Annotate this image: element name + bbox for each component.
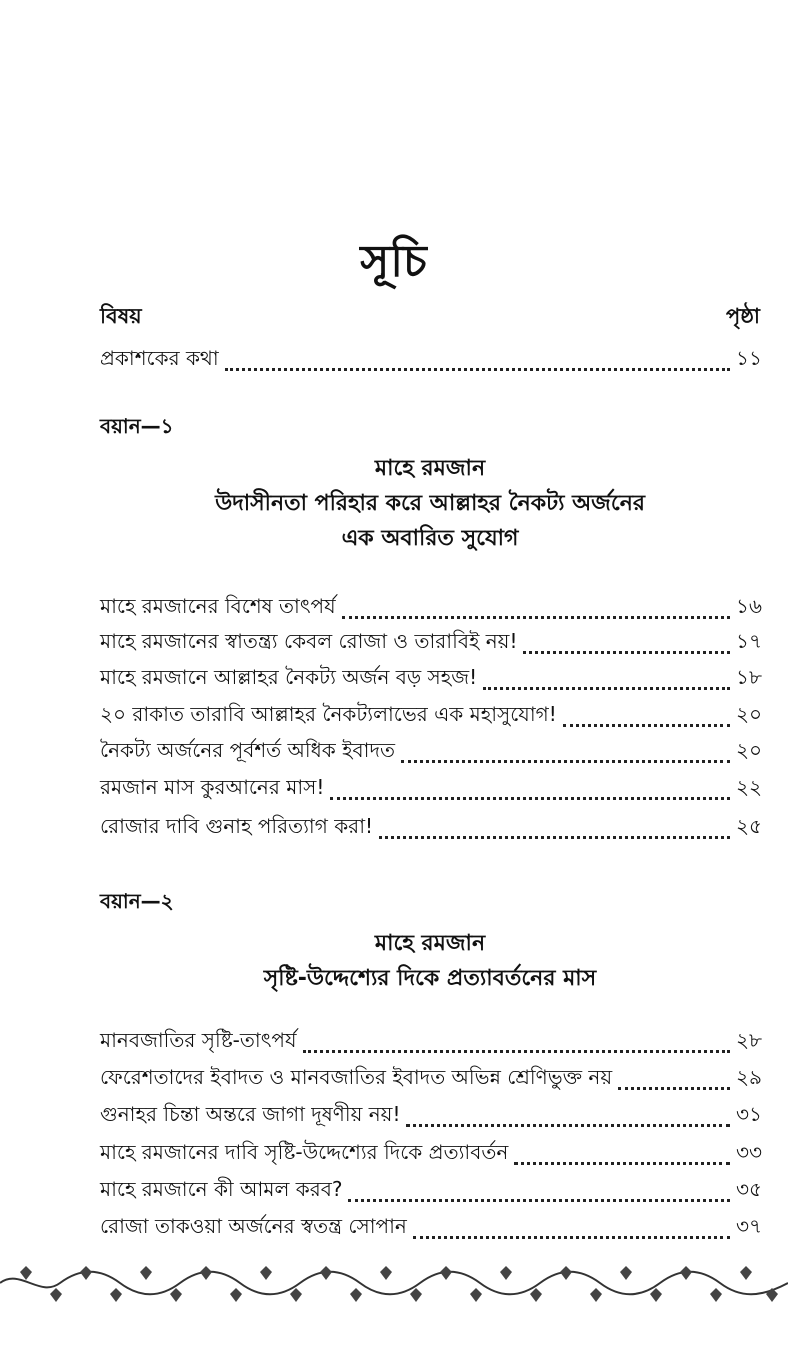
toc-entry-page: ২৮ (736, 1028, 762, 1052)
toc-entry-page: ২০ (735, 702, 762, 726)
toc-entry[interactable] (100, 1138, 762, 1171)
toc-entry-text: মাহে রমজানের দাবি সৃষ্টি-উদ্দেশ্যের দিকে প্রত্যাবর্তন (100, 1140, 509, 1164)
section-heading-1-line-2: উদাসীনতা পরিহার করে আল্লাহর নৈকট্য অর্জনের (215, 491, 645, 516)
toc-entry[interactable] (100, 627, 762, 660)
toc-entry-page: ৩৫ (736, 1177, 762, 1201)
toc-entry[interactable] (100, 736, 762, 769)
dot-leader (483, 687, 730, 690)
toc-entry-text: মানবজাতির সৃষ্টি-তাৎপর্য (100, 1028, 297, 1052)
toc-entry-text: নৈকট্য অর্জনের পূর্বশর্ত অধিক ইবাদত (100, 738, 395, 762)
toc-entry-text: রমজান মাস কুরআনের মাস! (100, 775, 325, 799)
toc-entry-page: ১৬ (736, 594, 762, 618)
toc-entry-text: গুনাহর চিন্তা অন্তরে জাগা দূষণীয় নয়! (100, 1102, 401, 1126)
toc-entry[interactable] (100, 1063, 762, 1096)
dot-leader (348, 1199, 730, 1202)
toc-entry-page: ৩১ (736, 1102, 762, 1126)
toc-entry-page: ১১ (736, 346, 762, 370)
toc-entry[interactable] (100, 773, 762, 806)
toc-entry-page: ২২ (735, 775, 762, 799)
dot-leader (618, 1087, 730, 1090)
toc-entry[interactable] (100, 812, 762, 845)
toc-entry-text: রোজার দাবি গুনাহ পরিত্যাগ করা! (100, 814, 374, 838)
dot-leader (514, 1162, 730, 1165)
dot-leader (225, 368, 730, 371)
dot-leader (401, 760, 730, 763)
dot-leader (523, 651, 730, 654)
column-header-page: পৃষ্ঠা (725, 304, 760, 328)
section-heading-2-line-2: সৃষ্টি-উদ্দেশ্যের দিকে প্রত্যাবর্তনের মাস (263, 966, 597, 991)
toc-entry[interactable] (100, 1212, 762, 1245)
dot-leader (342, 616, 730, 619)
toc-entry-text: ফেরেশতাদের ইবাদত ও মানবজাতির ইবাদত অভিন্ন শ্রেণিভুক্ত নয় (100, 1065, 613, 1089)
toc-entry-page: ৩৩ (735, 1140, 762, 1164)
section-heading-1-line-1: মাহে রমজান (374, 456, 486, 481)
toc-entry[interactable] (100, 592, 762, 625)
toc-entry-text: মাহে রমজানে আল্লাহর নৈকট্য অর্জন বড় সহজ! (100, 665, 478, 689)
section-label-2: বয়ান—২ (100, 889, 174, 913)
toc-entry[interactable] (100, 1026, 762, 1059)
toc-entry[interactable] (100, 663, 762, 696)
section-heading-1-line-3: এক অবারিত সুযোগ (341, 526, 519, 551)
toc-entry-text: প্রকাশকের কথা (100, 346, 219, 370)
dot-leader (330, 797, 730, 800)
decorative-border-icon (0, 1262, 788, 1304)
toc-entry-text: মাহে রমজানের স্বাতন্ত্র্য কেবল রোজা ও তারাবিই নয়! (100, 629, 518, 653)
dot-leader (379, 836, 730, 839)
section-label-1: বয়ান—১ (100, 414, 174, 438)
toc-entry-text: মাহে রমজানে কী আমল করব? (100, 1177, 343, 1201)
toc-entry[interactable] (100, 1100, 762, 1133)
column-header-subject: বিষয় (100, 304, 142, 328)
dot-leader (413, 1236, 730, 1239)
dot-leader (406, 1124, 730, 1127)
section-heading-2-line-1: মাহে রমজান (374, 931, 486, 956)
toc-entry-page: ২৯ (736, 1065, 762, 1089)
toc-entry-page: ২৫ (736, 814, 762, 838)
toc-entry[interactable] (100, 1175, 762, 1208)
dot-leader (303, 1050, 731, 1053)
toc-entry-text: ২০ রাকাত তারাবি আল্লাহর নৈকট্যলাভের এক মহাসুযোগ! (100, 702, 557, 726)
page-title: সূচি (360, 236, 428, 287)
toc-entry-page: ৩৭ (735, 1214, 762, 1238)
dot-leader (563, 724, 730, 727)
toc-entry[interactable] (100, 700, 762, 733)
toc-entry-page: ১৭ (736, 629, 762, 653)
toc-entry-page: ২০ (735, 738, 762, 762)
toc-entry-page: ১৮ (736, 665, 762, 689)
toc-entry-publisher-note[interactable] (100, 344, 762, 377)
toc-entry-text: রোজা তাকওয়া অর্জনের স্বতন্ত্র সোপান (100, 1214, 407, 1238)
toc-entry-text: মাহে রমজানের বিশেষ তাৎপর্য (100, 594, 336, 618)
